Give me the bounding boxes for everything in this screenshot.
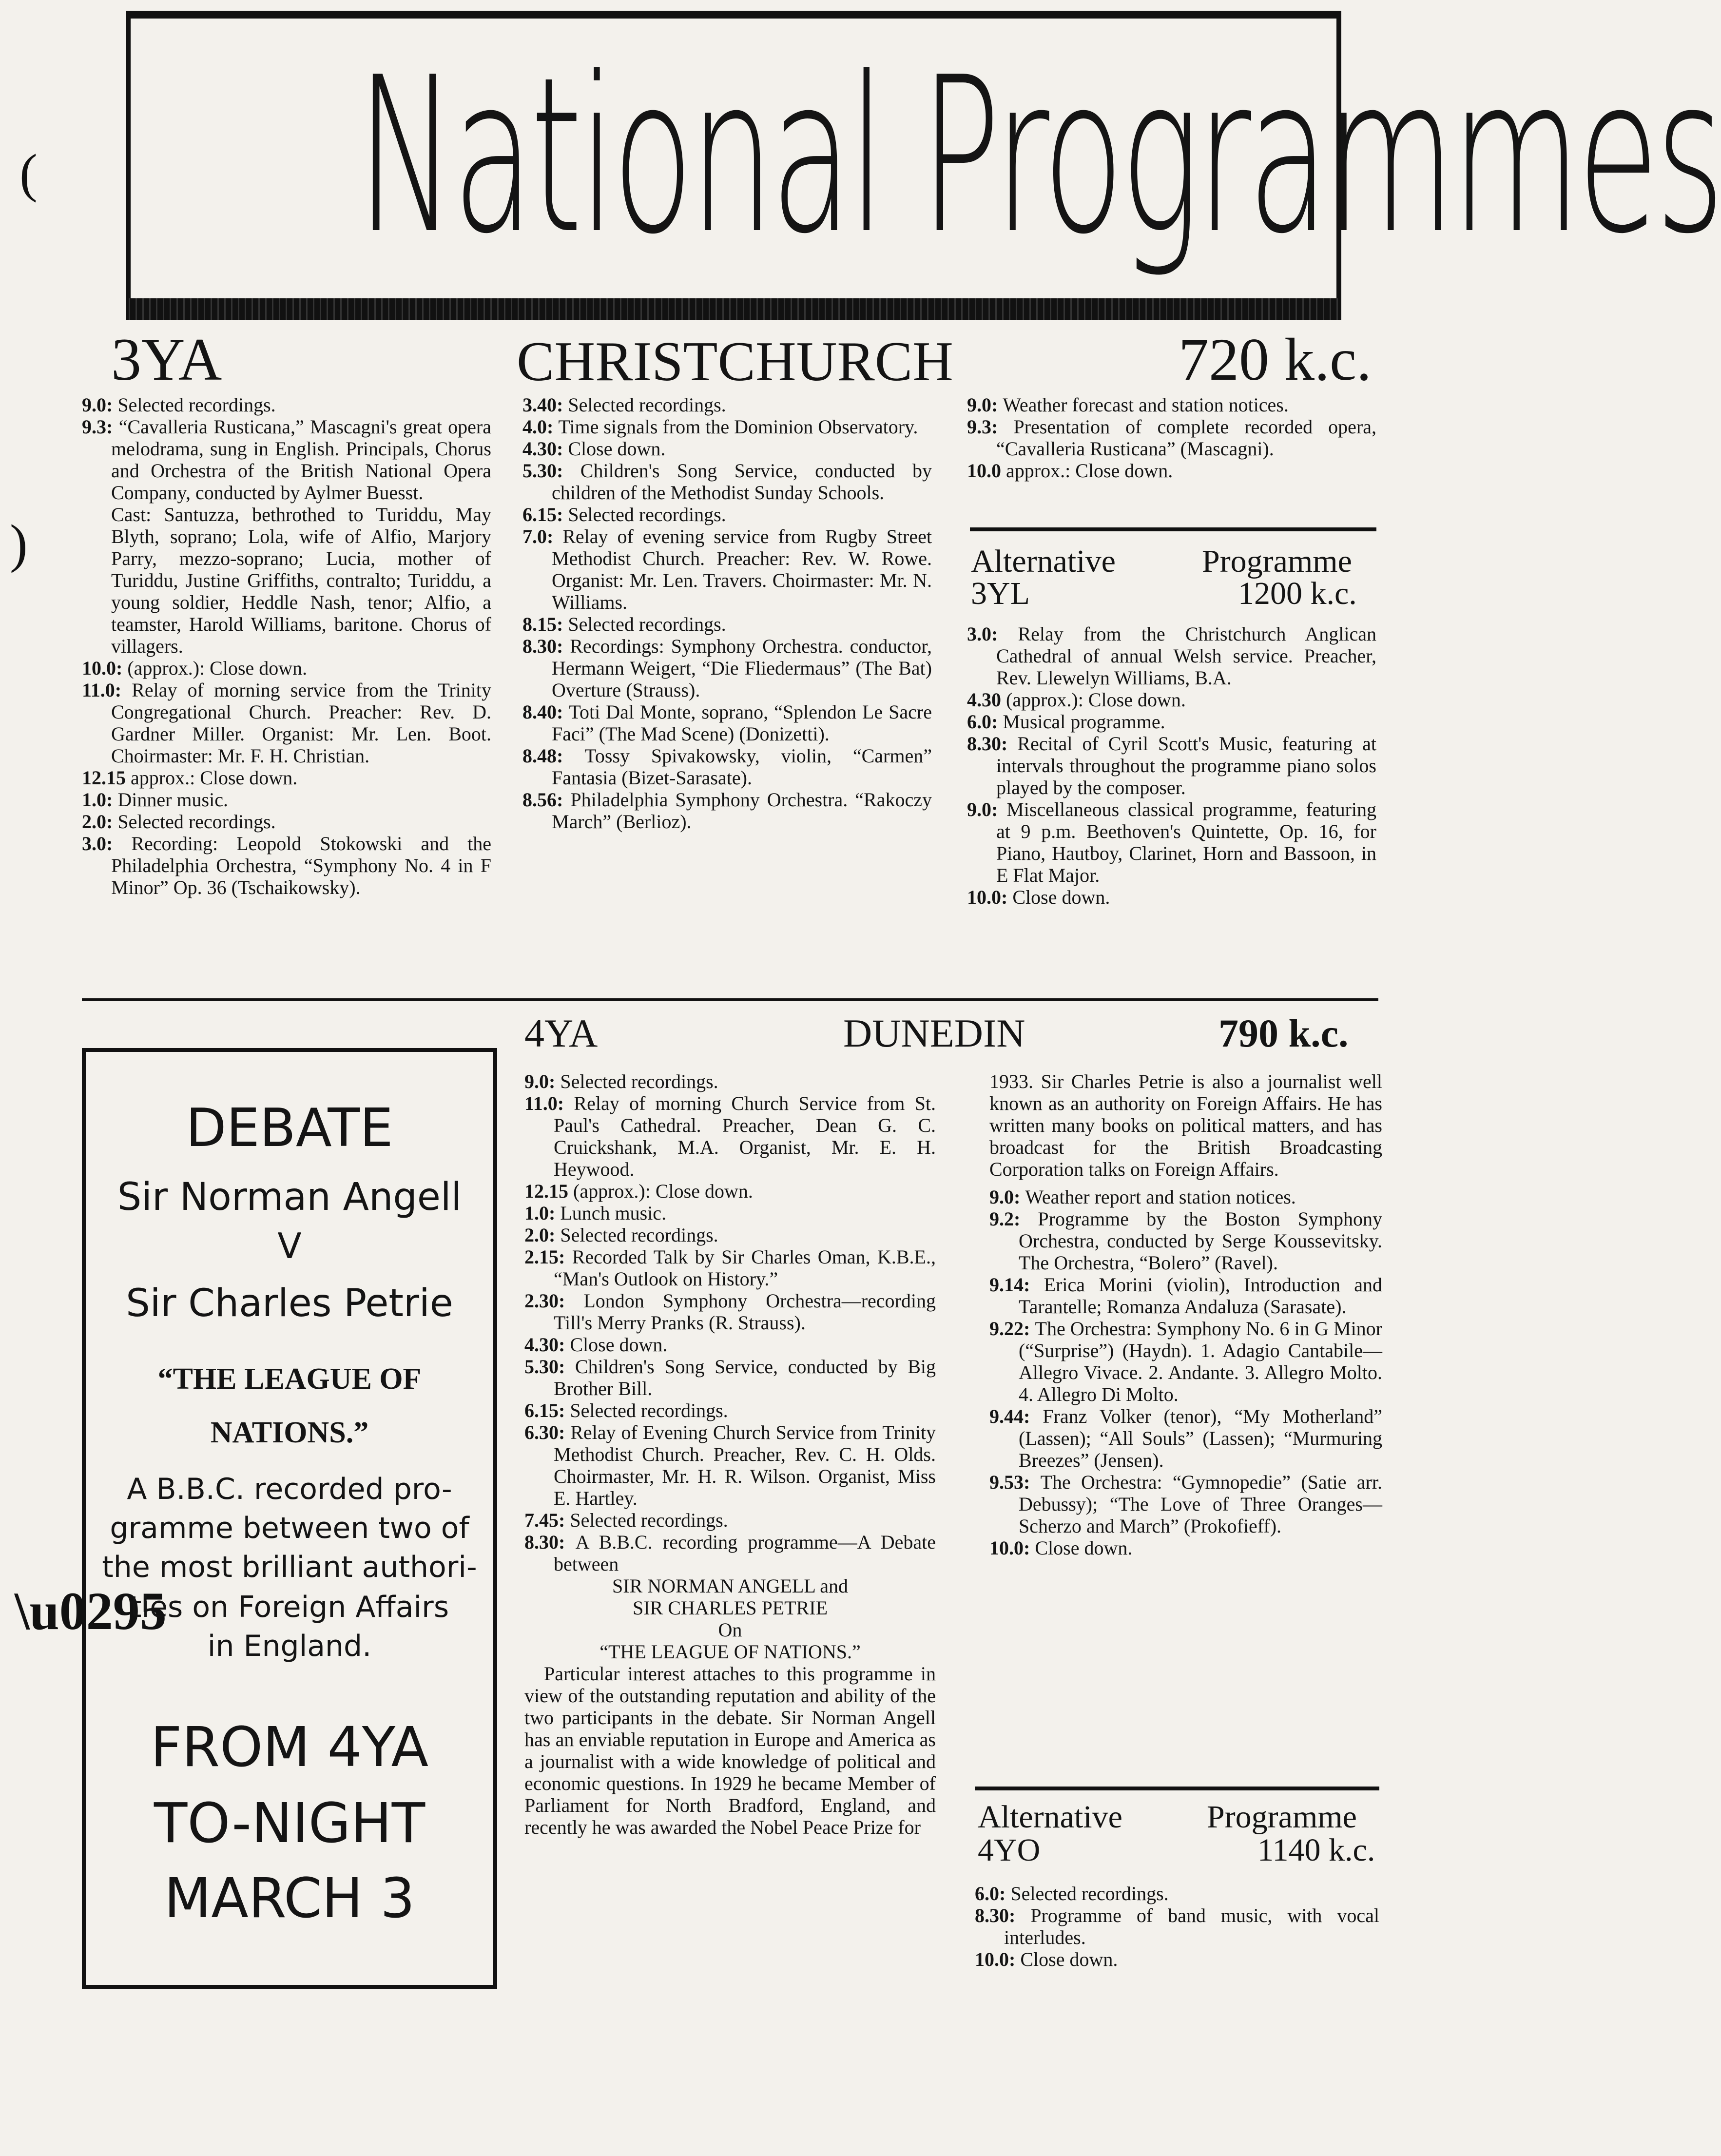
programme-item <box>524 1334 936 1356</box>
alt-label: Alternative <box>978 1799 1122 1835</box>
alt-callsign: 3YL <box>971 576 1030 611</box>
programme-time: 10.0: <box>975 1948 1021 1970</box>
debate-when: TO-NIGHT <box>154 1792 425 1855</box>
programme-text: Programme of band music, with vocal interludes. <box>1004 1904 1379 1948</box>
programme-text: The Orchestra: “Gymnopedie” (Satie arr. Debussy); “The Love of Three Oranges—Scherzo and March” (Prokofieff). <box>1019 1471 1382 1537</box>
debate-heading: “THE LEAGUE OF NATIONS.” <box>599 1641 861 1663</box>
programme-item <box>989 1405 1382 1471</box>
programme-item <box>524 1224 936 1246</box>
programme-text: (approx.): Close down. <box>127 657 308 679</box>
programme-item <box>967 733 1376 798</box>
programme-time: 1.0: <box>524 1202 561 1224</box>
programme-item <box>524 1531 936 1575</box>
programme-time: 9.44: <box>989 1405 1043 1427</box>
programme-item <box>522 613 932 635</box>
programme-item <box>989 1274 1382 1318</box>
alt-label: Programme <box>1202 544 1352 579</box>
programme-time: 9.0: <box>82 394 118 416</box>
programme-text: A B.B.C. recording programme—A Debate between <box>554 1531 936 1575</box>
programme-text: Selected recordings. <box>568 394 726 416</box>
programme-text: Selected recordings. <box>570 1399 728 1421</box>
programme-time: 11.0: <box>82 679 132 701</box>
programme-text: Weather report and station notices. <box>1025 1186 1296 1208</box>
programme-item <box>524 1092 936 1180</box>
edge-mark: ( <box>19 143 38 203</box>
programme-text: Selected recordings. <box>560 1224 718 1246</box>
programme-text: Close down. <box>568 438 666 460</box>
programme-column <box>967 623 1376 908</box>
programme-time: 9.22: <box>989 1318 1035 1340</box>
programme-text: Close down. <box>1012 886 1110 908</box>
programme-item <box>967 689 1376 711</box>
programme-item <box>82 394 491 416</box>
programme-text: Relay of Evening Church Service from Trinity Methodist Church. Preacher, Rev. C. H. Olds. Choirmaster, Mr. H. R. Wilson. Organist, Miss E. Hartley. <box>554 1421 936 1509</box>
programme-time: 8.30: <box>522 635 570 657</box>
programme-column <box>989 1070 1382 1559</box>
programme-text: Recital of Cyril Scott's Music, featuring at intervals throughout the programme piano solos played by the composer. <box>996 733 1376 798</box>
programme-item <box>524 1509 936 1531</box>
programme-time: 11.0: <box>524 1092 574 1114</box>
programme-text: Philadelphia Symphony Orchestra. “Rakoczy March” (Berlioz). <box>552 789 932 833</box>
programme-text: Tossy Spivakowsky, violin, “Carmen” Fantasia (Bizet-Sarasate). <box>552 745 932 789</box>
programme-item <box>989 1318 1382 1405</box>
programme-item <box>967 798 1376 886</box>
programme-time: 9.0: <box>989 1186 1025 1208</box>
programme-item <box>989 1186 1382 1208</box>
programme-time: 10.0 <box>967 460 1006 482</box>
programme-item <box>522 789 932 833</box>
debate-heading: SIR CHARLES PETRIE <box>632 1597 828 1619</box>
programme-time: 9.0: <box>967 394 1003 416</box>
programme-item <box>82 833 491 898</box>
programme-time: 6.0: <box>975 1883 1011 1904</box>
programme-time: 7.0: <box>522 525 563 547</box>
debate-name: Sir Norman Angell <box>117 1175 462 1219</box>
debate-when: FROM 4YA <box>150 1716 429 1779</box>
programme-item <box>522 460 932 504</box>
programme-item <box>82 679 491 767</box>
programme-text: Programme by the Boston Symphony Orchestra, conducted by Serge Koussevitsky. The Orchestra, “Bolero” (Ravel). <box>1019 1208 1382 1274</box>
programme-text: Lunch music. <box>560 1202 667 1224</box>
programme-text: Miscellaneous classical programme, featuring at 9 p.m. Beethoven's Quintette, Op. 16, for Piano, Hautboy, Clarinet, Horn and Bassoon, in E Flat Major. <box>996 798 1376 886</box>
programme-item <box>975 1883 1379 1904</box>
programme-time: 4.30: <box>524 1334 570 1356</box>
divider <box>970 527 1376 531</box>
programme-item <box>967 623 1376 689</box>
programme-item <box>989 1471 1382 1537</box>
programme-time: 2.15: <box>524 1246 572 1268</box>
programme-text: Dinner music. <box>117 789 228 811</box>
station-frequency: 720 k.c. <box>1179 326 1372 393</box>
programme-item <box>524 1290 936 1334</box>
programme-time: 9.53: <box>989 1471 1041 1493</box>
programme-time: 2.0: <box>82 811 118 833</box>
programme-time: 9.3: <box>967 416 1014 438</box>
edge-mark: \u0295 <box>15 1581 167 1641</box>
programme-item <box>522 701 932 745</box>
debate-advert <box>82 1048 497 1989</box>
debate-description: gramme between two of <box>110 1511 469 1545</box>
programme-text: Selected recordings. <box>568 504 726 525</box>
alt-label: Programme <box>1207 1799 1357 1835</box>
programme-item <box>967 416 1376 460</box>
programme-text: approx.: Close down. <box>131 767 298 789</box>
programme-item <box>82 811 491 833</box>
programme-time: 5.30: <box>524 1356 575 1378</box>
debate-title: DEBATE <box>186 1098 393 1159</box>
programme-text: Relay of morning Church Service from St. Paul's Cathedral. Preacher, Dean G. C. Cruickshank, M.A. Organist, Mr. E. H. Heywood. <box>554 1092 936 1180</box>
programme-item <box>522 438 932 460</box>
programme-text: Recording: Leopold Stokowski and the Philadelphia Orchestra, “Symphony No. 4 in F Minor” Op. 36 (Tschaikowsky). <box>111 833 491 898</box>
programme-item <box>522 525 932 613</box>
debate-topic: NATIONS.” <box>210 1416 369 1449</box>
programme-text: Toti Dal Monte, soprano, “Splendon Le Sacre Faci” (The Mad Scene) (Donizetti). <box>552 701 932 745</box>
programme-item <box>524 1180 936 1202</box>
programme-text: Musical programme. <box>1003 711 1165 733</box>
programme-text: Presentation of complete recorded opera, “Cavalleria Rusticana” (Mascagni). <box>996 416 1377 460</box>
programme-item <box>522 504 932 525</box>
debate-description: ties on Foreign Affairs <box>130 1590 449 1624</box>
alt-callsign: 4YO <box>978 1832 1041 1868</box>
debate-versus: V <box>277 1225 302 1266</box>
alt-frequency: 1140 k.c. <box>1257 1832 1375 1868</box>
debate-description: in England. <box>207 1629 372 1663</box>
programme-time: 6.30: <box>524 1421 571 1443</box>
programme-column <box>82 394 491 898</box>
programme-item <box>975 1904 1379 1948</box>
programme-time: 8.30: <box>524 1531 576 1553</box>
programme-item <box>989 1537 1382 1559</box>
programme-text: Recorded Talk by Sir Charles Oman, K.B.E., “Man's Outlook on History.” <box>554 1246 936 1290</box>
programme-text: Weather forecast and station notices. <box>1003 394 1289 416</box>
programme-item <box>82 657 491 679</box>
programme-time: 2.0: <box>524 1224 561 1246</box>
programme-text: London Symphony Orchestra—recording Till's Merry Pranks (R. Strauss). <box>554 1290 936 1334</box>
programme-item <box>524 1246 936 1290</box>
programme-text: Relay from the Christchurch Anglican Cathedral of annual Welsh service. Preacher, Rev. Llewelyn Williams, B.A. <box>996 623 1376 689</box>
programme-text: Close down. <box>1020 1948 1118 1970</box>
programme-time: 8.30: <box>975 1904 1031 1926</box>
programme-text: approx.: Close down. <box>1006 460 1173 482</box>
debate-when: MARCH 3 <box>164 1867 415 1930</box>
programme-text: (approx.): Close down. <box>1006 689 1186 711</box>
programme-item <box>967 394 1376 416</box>
programme-item <box>524 1421 936 1509</box>
debate-description: the most brilliant authori- <box>102 1550 477 1584</box>
programme-text: Children's Song Service, conducted by Big Brother Bill. <box>554 1356 936 1399</box>
programme-text: Children's Song Service, conducted by children of the Methodist Sunday Schools. <box>552 460 932 504</box>
programme-time: 9.0: <box>967 798 1007 820</box>
programme-time: 3.0: <box>82 833 132 855</box>
programme-text: The Orchestra: Symphony No. 6 in G Minor (“Surprise”) (Haydn). 1. Adagio Cantabile—Allegro Vivace. 2. Andante. 3. Allegro Molto. 4. Allegro Di Molto. <box>1019 1318 1382 1405</box>
programme-column <box>524 1070 936 1838</box>
programme-time: 5.30: <box>522 460 580 482</box>
station-frequency: 790 k.c. <box>1218 1011 1349 1055</box>
programme-text: Selected recordings. <box>117 811 276 833</box>
programme-time: 6.0: <box>967 711 1003 733</box>
programme-item <box>82 416 491 504</box>
programme-time: 9.14: <box>989 1274 1044 1296</box>
programme-time: 9.2: <box>989 1208 1038 1230</box>
programme-time: 3.0: <box>967 623 1018 645</box>
programme-item <box>82 504 491 657</box>
programme-time: 10.0: <box>967 886 1013 908</box>
station-city: CHRISTCHURCH <box>517 330 953 393</box>
programme-time: 4.30 <box>967 689 1006 711</box>
programme-item <box>524 1070 936 1092</box>
debate-name: Sir Charles Petrie <box>126 1282 453 1325</box>
programme-item <box>975 1948 1379 1970</box>
programme-item <box>524 1399 936 1421</box>
programme-column <box>967 394 1376 482</box>
programme-item <box>522 635 932 701</box>
masthead-title: National Programmes <box>356 31 1721 281</box>
programme-time: 8.30: <box>967 733 1018 755</box>
programme-time: 8.40: <box>522 701 569 723</box>
programme-time: 7.45: <box>524 1509 570 1531</box>
debate-description: A B.B.C. recorded pro- <box>127 1472 452 1506</box>
programme-item <box>522 394 932 416</box>
divider <box>975 1787 1379 1790</box>
station-callsign: 4YA <box>524 1011 598 1055</box>
programme-item <box>967 711 1376 733</box>
programme-time: 2.30: <box>524 1290 584 1312</box>
programme-item <box>522 745 932 789</box>
programme-time: 4.0: <box>522 416 559 438</box>
programme-text: Time signals from the Dominion Observatory. <box>558 416 918 438</box>
programme-item <box>524 1356 936 1399</box>
programme-item <box>989 1208 1382 1274</box>
programme-time: 12.15 <box>82 767 131 789</box>
programme-time: 10.0: <box>82 657 128 679</box>
programme-time: 9.0: <box>524 1070 561 1092</box>
programme-item <box>967 886 1376 908</box>
programme-time: 1.0: <box>82 789 118 811</box>
programme-text: Recordings: Symphony Orchestra. conductor, Hermann Weigert, “Die Fliedermaus” (The Bat) Overture (Strauss). <box>552 635 932 701</box>
debate-heading: SIR NORMAN ANGELL and <box>612 1575 849 1597</box>
programme-column <box>522 394 932 833</box>
programme-item <box>524 1202 936 1224</box>
debate-heading: On <box>718 1619 742 1641</box>
station-callsign: 3YA <box>111 326 222 393</box>
debate-paragraph: Particular interest attaches to this programme in view of the outstanding reputation and ability of the two participants in the debate. Sir Norman Angell has an enviable reputation in Europe and America as a journalist with a wide knowledge of political and economic questions. In 1929 he became Member of Parliament for North Bradford, England, and recently he was awarded the Nobel Peace Prize for <box>524 1663 936 1838</box>
programme-text: Erica Morini (violin), Introduction and Tarantelle; Romanza Andaluza (Sarasate). <box>1019 1274 1382 1318</box>
programme-column <box>975 1883 1379 1970</box>
programme-text: Selected recordings. <box>1010 1883 1169 1904</box>
programme-time: 4.30: <box>522 438 568 460</box>
programme-text: Relay of evening service from Rugby Street Methodist Church. Preacher: Rev. W. Rowe. Organist: Mr. Len. Travers. Choirmaster: Mr. N. Williams. <box>552 525 932 613</box>
programme-text: Selected recordings. <box>570 1509 728 1531</box>
programme-item <box>82 767 491 789</box>
programme-item <box>967 460 1376 482</box>
programme-time: 6.15: <box>522 504 568 525</box>
edge-mark: ) <box>10 514 28 573</box>
continued-paragraph: 1933. Sir Charles Petrie is also a journalist well known as an authority on Foreign Affairs. He has written many books on political matters, and has broadcast for the British Broadcasting Corporation talks on Foreign Affairs. <box>989 1070 1382 1180</box>
section-divider <box>82 998 1378 1001</box>
programme-time: 8.15: <box>522 613 568 635</box>
programme-text: (approx.): Close down. <box>573 1180 753 1202</box>
programme-item <box>522 416 932 438</box>
programme-text: Close down. <box>1035 1537 1133 1559</box>
programme-time: 3.40: <box>522 394 568 416</box>
alt-frequency: 1200 k.c. <box>1238 576 1357 611</box>
programme-text: Selected recordings. <box>560 1070 718 1092</box>
programme-text: “Cavalleria Rusticana,” Mascagni's great opera melodrama, sung in English. Principals, Chorus and Orchestra of the British National Opera Company, conducted by Aylmer Buesst. <box>111 416 491 504</box>
programme-time: 8.56: <box>522 789 571 811</box>
programme-time: 6.15: <box>524 1399 570 1421</box>
debate-topic: “THE LEAGUE OF <box>157 1362 422 1396</box>
programme-text: Franz Volker (tenor), “My Motherland” (Lassen); “All Souls” (Lassen); “Murmuring Breezes” (Jensen). <box>1019 1405 1382 1471</box>
alt-label: Alternative <box>971 544 1116 579</box>
programme-text: Cast: Santuzza, bethrothed to Turiddu, May Blyth, soprano; Lola, wife of Alfio, Marjory Parry, mezzo-soprano; Lucia, mother of Turiddu, Justine Griffiths, contralto; Turiddu, a young soldier, Heddle Nash, tenor; Alfio, a teamster, Harold Williams, baritone. Chorus of villagers. <box>111 504 491 657</box>
programme-time: 8.48: <box>522 745 585 767</box>
programme-time: 10.0: <box>989 1537 1035 1559</box>
programme-time: 9.3: <box>82 416 119 438</box>
programme-text: Relay of morning service from the Trinity Congregational Church. Preacher: Rev. D. Gardner Miller. Organist: Mr. Len. Boot. Choirmaster: Mr. F. H. Christian. <box>111 679 492 767</box>
station-city: DUNEDIN <box>843 1011 1025 1055</box>
programme-time: 12.15 <box>524 1180 573 1202</box>
programme-text: Selected recordings. <box>568 613 726 635</box>
programme-text: Selected recordings. <box>117 394 276 416</box>
programme-item <box>82 789 491 811</box>
masthead-rule <box>126 298 1341 320</box>
programme-text: Close down. <box>570 1334 668 1356</box>
